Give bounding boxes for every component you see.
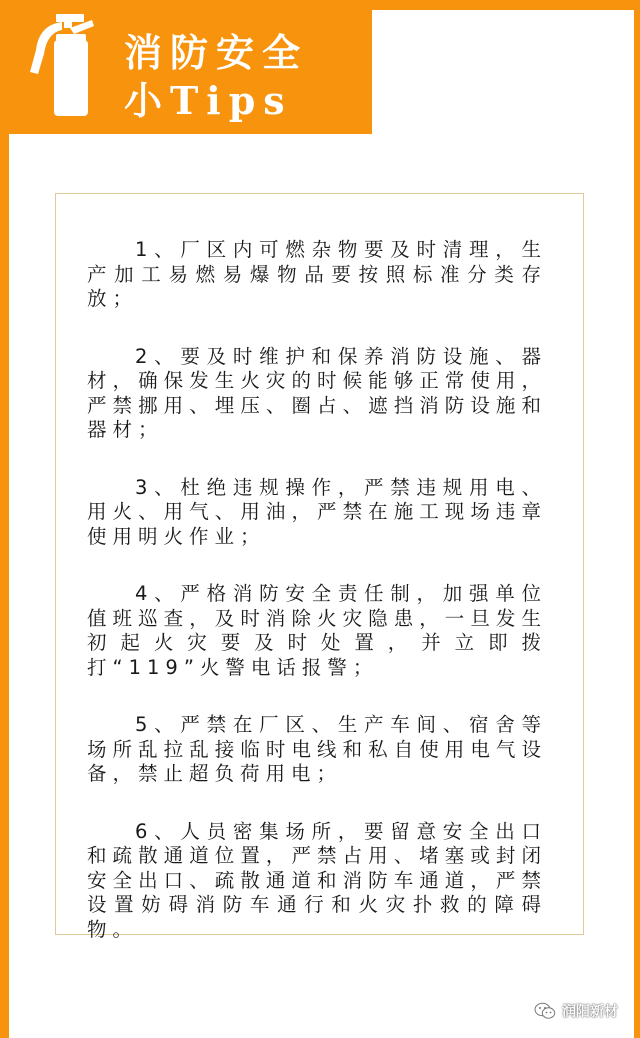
page-title-line1: 消防安全 <box>124 30 309 75</box>
left-border <box>0 0 9 1038</box>
fire-extinguisher-icon <box>26 10 106 122</box>
header-banner <box>0 0 372 134</box>
tip-item: 3、杜绝违规操作，严禁违规用电、用火、用气、用油，严禁在施工现场违章使用明火作业； <box>87 475 547 548</box>
tip-item: 4、严格消防安全责任制，加强单位值班巡查，及时消除火灾隐患，一旦发生初起火灾要及时处置，并立即拨打“119”火警电话报警； <box>87 582 547 679</box>
tips-list <box>87 238 547 975</box>
tip-item: 5、严禁在厂区、生产车间、宿舍等场所乱拉乱接临时电线和私自使用电气设备，禁止超负荷用电； <box>87 713 547 785</box>
wechat-icon <box>534 1002 556 1020</box>
watermark-text: 润阳新材 <box>562 1004 618 1020</box>
tip-item: 1、厂区内可燃杂物要及时清理，生产加工易燃易爆物品要按照标准分类存放； <box>87 238 547 310</box>
right-border <box>634 0 640 1038</box>
tip-item: 6、人员密集场所，要留意安全出口和疏散通道位置，严禁占用、堵塞或封闭安全出口、疏散通道和消防车通道，严禁设置妨碍消防车通行和火灾扑救的障碍物。 <box>87 819 547 941</box>
tip-item: 2、要及时维护和保养消防设施、器材，确保发生火灾的时候能够正常使用，严禁挪用、埋压、圈占、遮挡消防设施和器材； <box>87 344 547 441</box>
page-title-line2: 小Tips <box>124 78 293 123</box>
source-watermark <box>534 1000 618 1022</box>
